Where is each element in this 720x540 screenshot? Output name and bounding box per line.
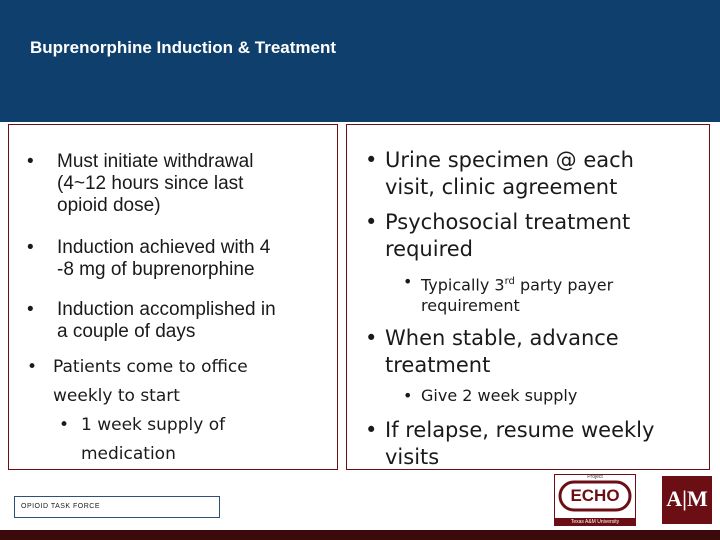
- tamu-logo-text: A|M: [666, 486, 708, 511]
- list-item-sub: [59, 411, 225, 469]
- list-item-line: 1 week supply of: [81, 415, 226, 435]
- list-item: [27, 353, 248, 411]
- list-item-line: -8 mg of buprenorphine: [57, 259, 255, 280]
- list-item: [27, 151, 253, 217]
- list-item-line: a couple of days: [57, 321, 196, 342]
- list-item-line: visits: [385, 445, 440, 469]
- list-item-line: required: [385, 237, 473, 261]
- list-item-line: visit, clinic agreement: [385, 175, 618, 199]
- list-item-sub: [403, 385, 577, 406]
- echo-name-text: ECHO: [570, 486, 620, 505]
- list-item: [27, 299, 276, 343]
- bullet-marker: •: [27, 237, 34, 258]
- bullet-marker: •: [403, 386, 413, 405]
- bullet-marker: •: [403, 272, 413, 291]
- bullet-marker: •: [59, 415, 70, 435]
- list-item: [365, 417, 654, 471]
- list-item: [365, 147, 634, 201]
- bullet-marker: •: [365, 326, 378, 350]
- bullet-marker: •: [27, 299, 34, 320]
- list-item-sub: [403, 271, 613, 316]
- list-item-line: When stable, advance: [385, 326, 619, 350]
- list-item-line: medication: [81, 444, 176, 464]
- list-item-line: weekly to start: [53, 386, 180, 406]
- echo-university-text: Texas A&M University: [570, 519, 620, 525]
- echo-project-text: Project: [587, 474, 603, 480]
- list-item-line: Patients come to office: [53, 357, 248, 377]
- bullet-marker: •: [365, 210, 378, 234]
- list-item: [365, 209, 630, 263]
- list-item-line: Urine specimen @ each: [385, 148, 634, 172]
- list-item-line: Typically 3rd party payer: [421, 275, 614, 295]
- list-item-line: (4~12 hours since last: [57, 173, 244, 194]
- right-content-panel: [346, 124, 710, 470]
- list-item-line: Induction achieved with 4: [57, 237, 271, 258]
- list-item-line: treatment: [385, 353, 491, 377]
- footer-label: OPIOID TASK FORCE: [21, 503, 101, 510]
- bullet-marker: •: [365, 418, 378, 442]
- footer-label-box: [14, 496, 220, 518]
- list-item-line: opioid dose): [57, 195, 161, 216]
- slide-title: Buprenorphine Induction & Treatment: [30, 38, 337, 57]
- list-item: [27, 237, 270, 281]
- bullet-marker: •: [365, 148, 378, 172]
- bullet-marker: •: [27, 357, 38, 377]
- texas-am-logo: [662, 476, 712, 524]
- project-echo-logo: [554, 474, 636, 526]
- list-item: [365, 325, 619, 379]
- bullet-marker: •: [27, 151, 34, 172]
- list-item-line: Give 2 week supply: [421, 386, 578, 405]
- bottom-accent-bar: [0, 530, 720, 540]
- list-item-line: requirement: [421, 296, 520, 316]
- list-item-line: Must initiate withdrawal: [57, 151, 254, 172]
- list-item-line: Induction accomplished in: [57, 299, 276, 320]
- list-item-line: If relapse, resume weekly: [385, 418, 655, 442]
- title-bar: [0, 0, 720, 122]
- list-item-line: Psychosocial treatment: [385, 210, 631, 234]
- left-content-panel: [8, 124, 338, 470]
